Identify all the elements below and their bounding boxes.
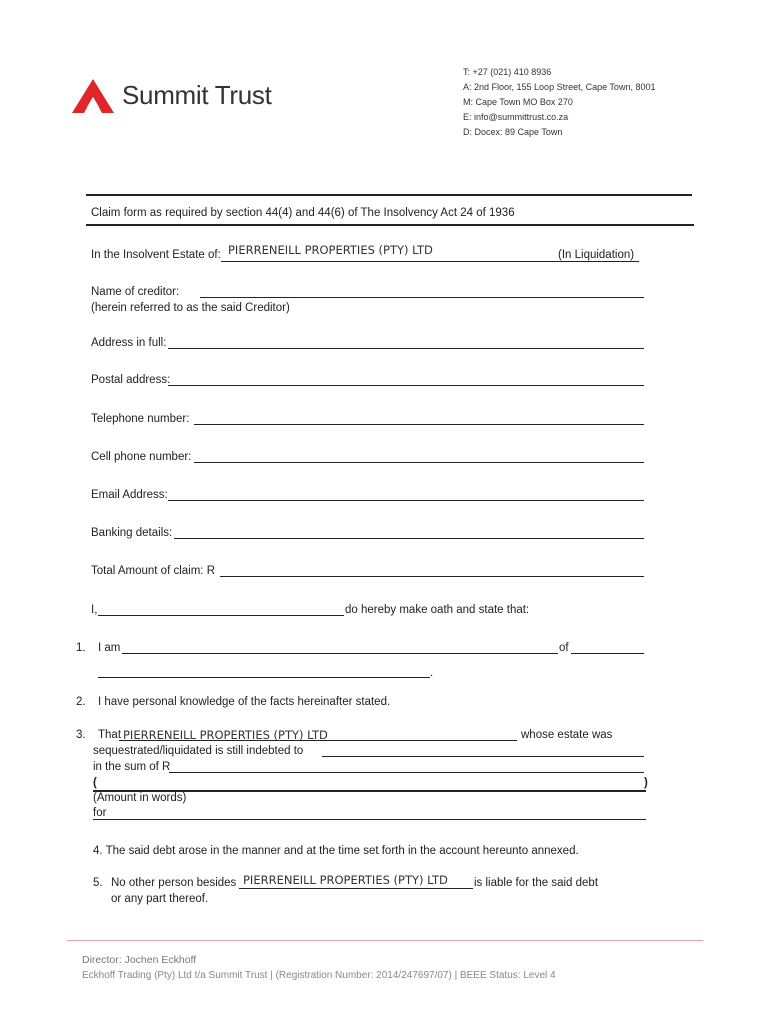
banking-field[interactable] xyxy=(174,538,644,539)
footer-director: Director: Jochen Eckhoff xyxy=(82,954,197,966)
item3-line2: sequestrated/liquidated is still indebted to xyxy=(93,745,304,757)
paren-close: ) xyxy=(644,777,648,789)
item2-text: I have personal knowledge of the facts hereinafter stated. xyxy=(98,696,391,708)
item1-label: I am xyxy=(98,642,121,654)
item1-of: of xyxy=(559,642,569,654)
postal-label: Postal address: xyxy=(91,374,171,386)
total-field[interactable] xyxy=(220,576,644,577)
estate-label: In the Insolvent Estate of: xyxy=(91,249,221,261)
contact-block xyxy=(463,65,655,140)
item1-number: 1. xyxy=(76,642,86,654)
item2-number: 2. xyxy=(76,696,86,708)
email-field[interactable] xyxy=(168,500,644,501)
item3-debtor-value: PIERRENEILL PROPERTIES (PTY) LTD xyxy=(123,728,328,742)
address-field[interactable] xyxy=(168,348,644,349)
item3-number: 3. xyxy=(76,729,86,741)
for-label: for xyxy=(93,807,107,819)
banking-label: Banking details: xyxy=(91,527,173,539)
item1-role-field[interactable] xyxy=(122,653,558,654)
footer-registration: Eckhoff Trading (Pty) Ltd t/a Summit Trust | (Registration Number: 2014/247697/07) | BEEE Status: Level 4 xyxy=(82,970,556,981)
email-label: Email Address: xyxy=(91,489,168,501)
item5-prefix: No other person besides xyxy=(111,877,237,889)
item5-line2: or any part thereof. xyxy=(111,893,209,905)
estate-value: PIERRENEILL PROPERTIES (PTY) LTD xyxy=(228,243,433,257)
oath-name-field[interactable] xyxy=(98,615,344,616)
cell-field[interactable] xyxy=(194,462,644,463)
postal-field[interactable] xyxy=(168,385,644,386)
item3-line3: in the sum of R xyxy=(93,761,171,773)
item1-period: . xyxy=(430,667,434,679)
item3-amount-field[interactable] xyxy=(169,772,644,773)
item5-number: 5. xyxy=(93,877,103,889)
creditor-note: (herein referred to as the said Creditor) xyxy=(91,302,290,314)
in-liquidation: (In Liquidation) xyxy=(558,249,635,261)
contact-docex: D: Docex: 89 Cape Town xyxy=(463,127,563,137)
logo xyxy=(72,76,317,116)
amount-in-words-label: (Amount in words) xyxy=(93,792,187,804)
item3-creditor-field[interactable] xyxy=(322,756,644,757)
item5-value: PIERRENEILL PROPERTIES (PTY) LTD xyxy=(243,873,448,887)
paren-open: ( xyxy=(93,777,97,789)
oath-i: I, xyxy=(91,604,98,616)
item1-line2-field[interactable] xyxy=(98,677,430,678)
contact-mail-box: M: Cape Town MO Box 270 xyxy=(463,97,573,107)
oath-text: do hereby make oath and state that: xyxy=(345,604,530,616)
contact-phone: T: +27 (021) 410 8936 xyxy=(463,67,552,77)
creditor-field[interactable] xyxy=(200,297,644,298)
title-rule-top xyxy=(86,194,692,196)
footer-rule xyxy=(67,940,703,941)
item3-that: That xyxy=(98,729,122,741)
item3-whose: whose estate was xyxy=(521,729,613,741)
telephone-label: Telephone number: xyxy=(91,413,190,425)
title-rule-bottom xyxy=(86,224,694,226)
item4-text: 4. The said debt arose in the manner and at the time set forth in the account hereunto annexed. xyxy=(93,845,579,857)
for-field[interactable] xyxy=(93,819,646,820)
item1-of-field[interactable] xyxy=(571,653,644,654)
contact-address: A: 2nd Floor, 155 Loop Street, Cape Town, 8001 xyxy=(463,82,656,92)
address-label: Address in full: xyxy=(91,337,167,349)
logo-text: Summit Trust xyxy=(122,80,272,110)
contact-email: E: info@summittrust.co.za xyxy=(463,112,569,122)
cell-label: Cell phone number: xyxy=(91,451,192,463)
creditor-label: Name of creditor: xyxy=(91,286,180,298)
item5-suffix: is liable for the said debt xyxy=(474,877,599,889)
form-title: Claim form as required by section 44(4) and 44(6) of The Insolvency Act 24 of 1936 xyxy=(91,207,515,219)
telephone-field[interactable] xyxy=(194,424,644,425)
total-label: Total Amount of claim: R xyxy=(91,565,215,577)
summit-logo-icon xyxy=(72,79,114,113)
item5-field[interactable] xyxy=(239,888,473,889)
